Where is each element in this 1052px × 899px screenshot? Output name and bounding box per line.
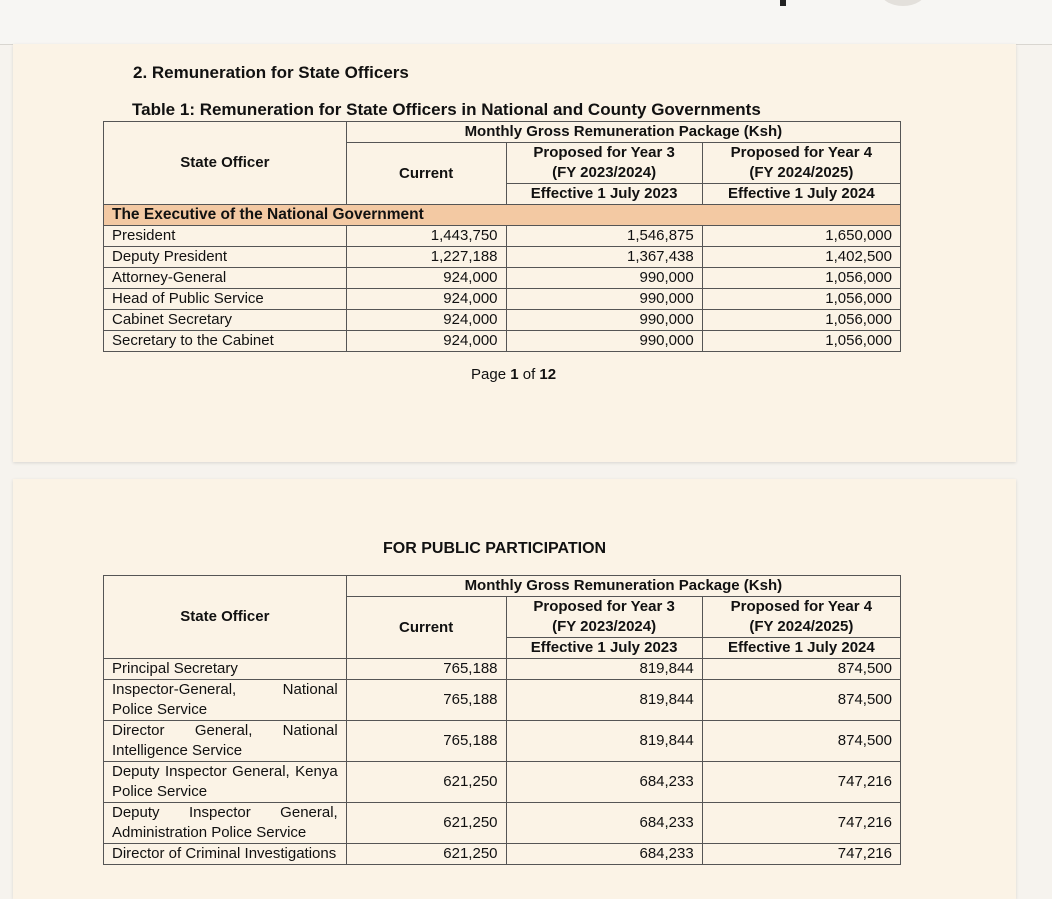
officer-cell: Director of Criminal Investigations — [104, 844, 347, 865]
officer-cell: Deputy Inspector General, Administration Police Service — [104, 803, 347, 844]
header-year3-line1: Proposed for Year 3 — [506, 143, 702, 164]
public-participation-heading: FOR PUBLIC PARTICIPATION — [383, 540, 607, 557]
section-heading: 2. Remuneration for State Officers — [133, 63, 409, 82]
table-row — [104, 310, 901, 331]
officer-cell: Principal Secretary — [104, 659, 347, 680]
year3-value: 990,000 — [506, 331, 702, 352]
table-caption: Table 1: Remuneration for State Officers in National and County Governments — [132, 100, 761, 119]
year4-value: 1,056,000 — [702, 268, 900, 289]
year4-value: 874,500 — [702, 659, 900, 680]
page-total: 12 — [539, 366, 557, 383]
remuneration-table-2 — [103, 575, 901, 865]
current-value: 924,000 — [346, 310, 506, 331]
current-value: 765,188 — [346, 680, 506, 721]
header-year3-line1: Proposed for Year 3 — [506, 597, 702, 618]
table-row — [104, 844, 901, 865]
table-row — [104, 721, 901, 762]
officer-cell: Inspector-General, National Police Service — [104, 680, 347, 721]
current-value: 765,188 — [346, 721, 506, 762]
current-value: 924,000 — [346, 331, 506, 352]
header-state-officer: State Officer — [104, 122, 347, 205]
header-year4-line1: Proposed for Year 4 — [702, 143, 900, 164]
header-current: Current — [346, 597, 506, 659]
current-value: 621,250 — [346, 844, 506, 865]
current-value: 924,000 — [346, 289, 506, 310]
viewer-toolbar — [0, 0, 1052, 45]
page-number — [471, 366, 556, 383]
page-current: 1 — [510, 366, 519, 383]
document-page-2 — [13, 479, 1016, 899]
year4-value: 1,056,000 — [702, 331, 900, 352]
page-of: of — [522, 366, 536, 383]
header-state-officer: State Officer — [104, 576, 347, 659]
table-row — [104, 247, 901, 268]
toolbar-button[interactable] — [880, 0, 926, 6]
year4-value: 747,216 — [702, 803, 900, 844]
current-value: 1,443,750 — [346, 226, 506, 247]
table-row — [104, 680, 901, 721]
year3-value: 1,367,438 — [506, 247, 702, 268]
header-year4-line2: (FY 2024/2025) — [702, 163, 900, 184]
page-label: Page — [471, 366, 507, 383]
table-row — [104, 659, 901, 680]
header-year3-line2: (FY 2023/2024) — [506, 163, 702, 184]
header-year4-line1: Proposed for Year 4 — [702, 597, 900, 618]
year3-value: 819,844 — [506, 721, 702, 762]
header-year3-effective: Effective 1 July 2023 — [506, 184, 702, 205]
document-page-1 — [13, 44, 1016, 462]
current-value: 765,188 — [346, 659, 506, 680]
year3-value: 990,000 — [506, 268, 702, 289]
year3-value: 684,233 — [506, 844, 702, 865]
year3-value: 819,844 — [506, 659, 702, 680]
year3-value: 684,233 — [506, 803, 702, 844]
officer-cell: Secretary to the Cabinet — [104, 331, 347, 352]
table-row — [104, 289, 901, 310]
officer-cell: Head of Public Service — [104, 289, 347, 310]
year3-value: 1,546,875 — [506, 226, 702, 247]
officer-cell: Deputy Inspector General, Kenya Police Service — [104, 762, 347, 803]
year4-value: 874,500 — [702, 721, 900, 762]
year4-value: 1,056,000 — [702, 289, 900, 310]
header-package: Monthly Gross Remuneration Package (Ksh) — [346, 576, 900, 597]
header-year3-line2: (FY 2023/2024) — [506, 617, 702, 638]
year3-value: 990,000 — [506, 289, 702, 310]
year4-value: 1,056,000 — [702, 310, 900, 331]
year4-value: 747,216 — [702, 762, 900, 803]
header-year4-effective: Effective 1 July 2024 — [702, 184, 900, 205]
header-year4-effective: Effective 1 July 2024 — [702, 638, 900, 659]
year4-value: 1,402,500 — [702, 247, 900, 268]
header-year4-line2: (FY 2024/2025) — [702, 617, 900, 638]
table-row — [104, 331, 901, 352]
header-year3-effective: Effective 1 July 2023 — [506, 638, 702, 659]
remuneration-table-1 — [103, 121, 901, 352]
current-value: 924,000 — [346, 268, 506, 289]
table-row — [104, 268, 901, 289]
officer-cell: Director General, National Intelligence Service — [104, 721, 347, 762]
officer-cell: Cabinet Secretary — [104, 310, 347, 331]
current-value: 621,250 — [346, 762, 506, 803]
year4-value: 747,216 — [702, 844, 900, 865]
year4-value: 874,500 — [702, 680, 900, 721]
header-package: Monthly Gross Remuneration Package (Ksh) — [346, 122, 900, 143]
year3-value: 819,844 — [506, 680, 702, 721]
year4-value: 1,650,000 — [702, 226, 900, 247]
officer-cell: President — [104, 226, 347, 247]
year3-value: 684,233 — [506, 762, 702, 803]
table-row — [104, 803, 901, 844]
section-row: The Executive of the National Government — [104, 205, 901, 226]
officer-cell: Attorney-General — [104, 268, 347, 289]
header-current: Current — [346, 143, 506, 205]
year3-value: 990,000 — [506, 310, 702, 331]
table-row — [104, 762, 901, 803]
table-row — [104, 226, 901, 247]
current-value: 621,250 — [346, 803, 506, 844]
current-value: 1,227,188 — [346, 247, 506, 268]
toolbar-icon[interactable] — [780, 0, 786, 6]
officer-cell: Deputy President — [104, 247, 347, 268]
